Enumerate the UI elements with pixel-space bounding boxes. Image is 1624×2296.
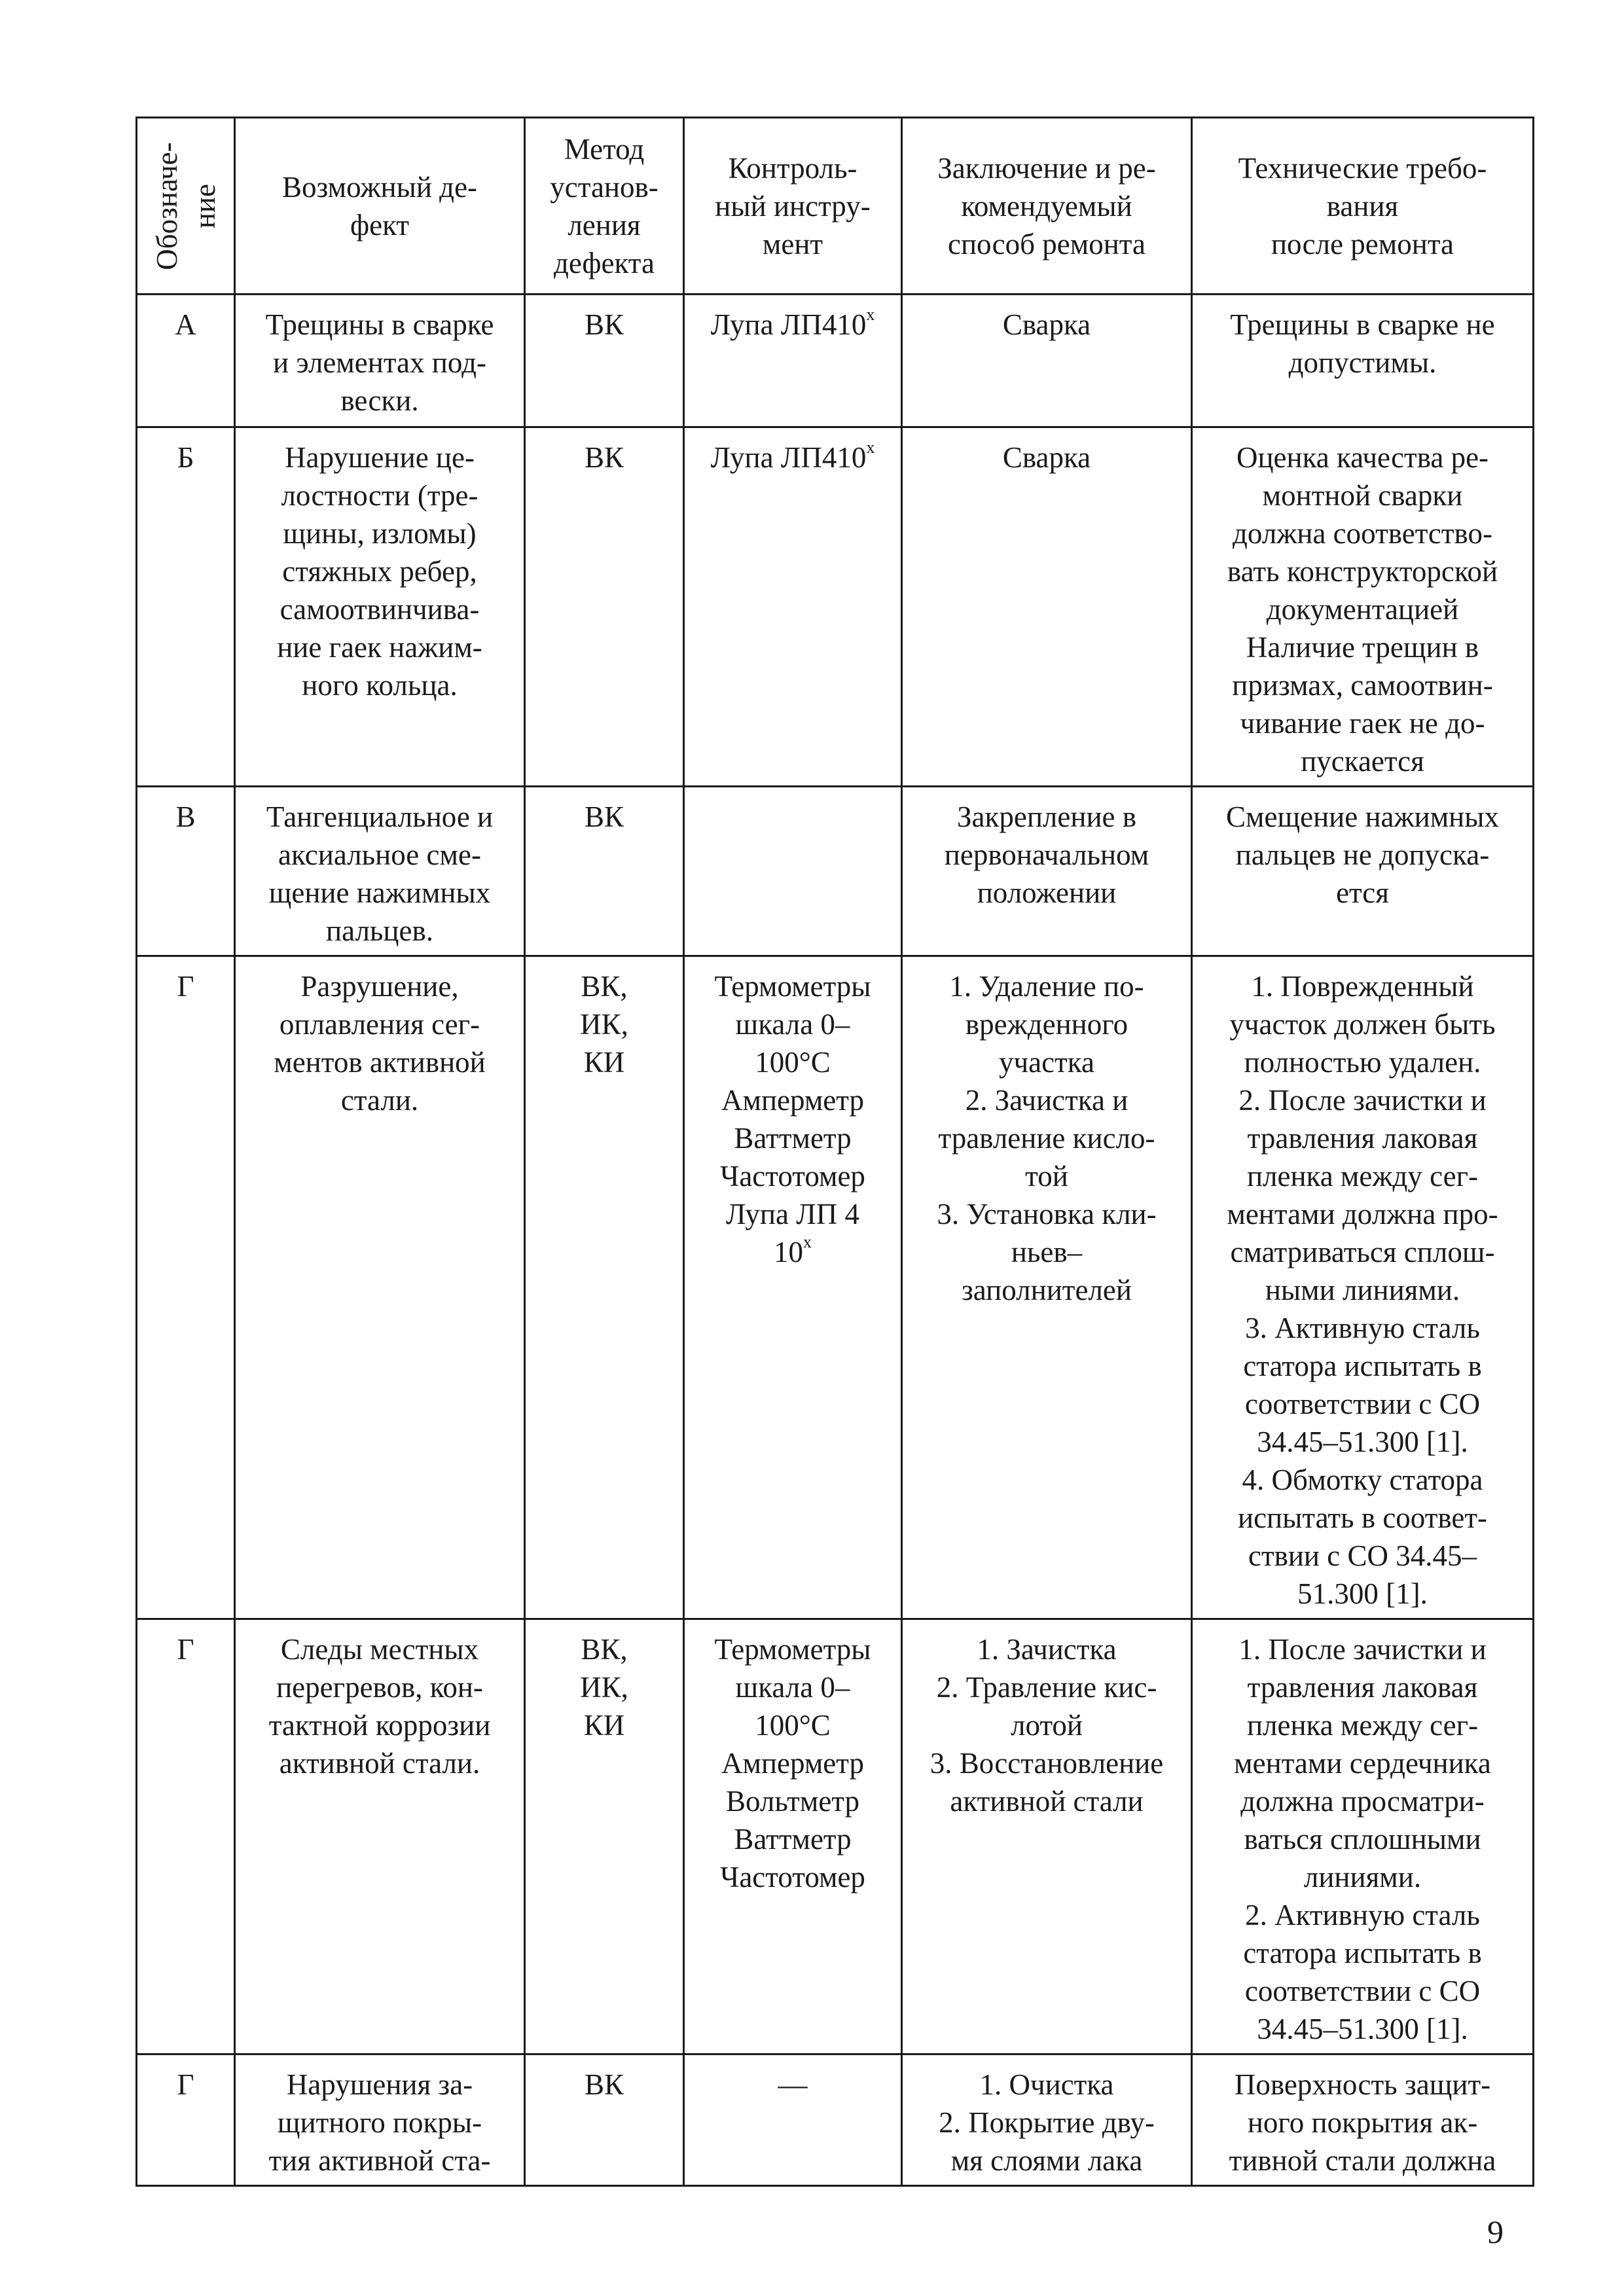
cell-code: Г	[137, 1619, 235, 2054]
cell-tool	[684, 956, 902, 1619]
page-number: 9	[1487, 2214, 1504, 2250]
cell-method: ВК	[525, 2054, 684, 2186]
cell-defect: Трещины в сварке и элементах под- вески.	[235, 295, 525, 427]
cell-defect: Тангенциальное и аксиальное сме- щение нажимных пальцев.	[235, 787, 525, 956]
header-designation: Обозначе- ние	[137, 118, 235, 295]
cell-method: ВК	[525, 295, 684, 427]
header-requirements: Технические требо- вания после ремонта	[1192, 118, 1534, 295]
cell-requirements: Трещины в сварке не допустимы.	[1192, 295, 1534, 427]
cell-defect: Нарушение це- лостности (тре- щины, изломы) стяжных ребер, самоотвинчива- ние гаек нажим- ного кольца.	[235, 427, 525, 787]
table-header-row	[137, 118, 1534, 295]
cell-code: А	[137, 295, 235, 427]
cell-defect: Разрушение, оплавления сег- ментов активной стали.	[235, 956, 525, 1619]
table-row	[137, 787, 1534, 956]
cell-repair: 1. Очистка 2. Покрытие дву- мя слоями лака	[902, 2054, 1192, 2186]
cell-repair: 1. Удаление по- врежденного участка 2. Зачистка и травление кисло- той 3. Установка кли- ньев– заполнителей	[902, 956, 1192, 1619]
cell-repair: 1. Зачистка 2. Травление кис- лотой 3. Восстановление активной стали	[902, 1619, 1192, 2054]
cell-requirements: Оценка качества ре- монтной сварки должна соответство- вать конструкторской документацией Наличие трещин в призмах, самоотвин- чивание гаек не до- пускается	[1192, 427, 1534, 787]
cell-defect: Нарушения за- щитного покры- тия активной ста-	[235, 2054, 525, 2186]
cell-code: Г	[137, 956, 235, 1619]
cell-method: ВК	[525, 427, 684, 787]
cell-code: В	[137, 787, 235, 956]
cell-defect: Следы местных перегревов, кон- тактной коррозии активной стали.	[235, 1619, 525, 2054]
cell-requirements: Смещение нажимных пальцев не допуска- ется	[1192, 787, 1534, 956]
tool-superscript: х	[866, 438, 875, 457]
cell-requirements: Поверхность защит- ного покрытия ак- тивной стали должна	[1192, 2054, 1534, 2186]
tool-text: Термометры шкала 0– 100°С Амперметр Ваттметр Частотомер Лупа ЛП 4 10	[714, 970, 871, 1268]
header-defect: Возможный де- фект	[235, 118, 525, 295]
tool-text: Лупа ЛП410	[710, 441, 867, 474]
tool-superscript: х	[866, 305, 875, 324]
tool-text: Лупа ЛП410	[710, 308, 867, 341]
cell-requirements: 1. После зачистки и травления лаковая пленка между сег- ментами сердечника должна просматри- ваться сплошными линиями. 2. Активную сталь статора испытать в соответствии с СО 34.45–51.300 [1].	[1192, 1619, 1534, 2054]
tool-superscript: х	[803, 1232, 812, 1251]
table-row	[137, 1619, 1534, 2054]
cell-tool	[684, 787, 902, 956]
cell-repair: Сварка	[902, 427, 1192, 787]
cell-method: ВК, ИК, КИ	[525, 956, 684, 1619]
cell-method: ВК	[525, 787, 684, 956]
table-row	[137, 427, 1534, 787]
cell-tool: —	[684, 2054, 902, 2186]
cell-code: Г	[137, 2054, 235, 2186]
cell-code: Б	[137, 427, 235, 787]
header-repair: Заключение и ре- комендуемый способ ремонта	[902, 118, 1192, 295]
header-tool: Контроль- ный инстру- мент	[684, 118, 902, 295]
table-row	[137, 2054, 1534, 2186]
cell-tool	[684, 295, 902, 427]
cell-repair: Закрепление в первоначальном положении	[902, 787, 1192, 956]
defects-table	[135, 117, 1534, 2187]
cell-tool	[684, 427, 902, 787]
header-method: Метод установ- ления дефекта	[525, 118, 684, 295]
cell-method: ВК, ИК, КИ	[525, 1619, 684, 2054]
cell-requirements: 1. Поврежденный участок должен быть полностью удален. 2. После зачистки и травления лаковая пленка между сег- ментами должна про- сматриваться сплош- ными линиями. 3. Активную сталь статора испытать в соответствии с СО 34.45–51.300 [1]. 4. Обмотку статора испытать в соответ- ствии с СО 34.45– 51.300 [1].	[1192, 956, 1534, 1619]
cell-repair: Сварка	[902, 295, 1192, 427]
table-row	[137, 956, 1534, 1619]
cell-tool: Термометры шкала 0– 100°С Амперметр Вольтметр Ваттметр Частотомер	[684, 1619, 902, 2054]
table-row	[137, 295, 1534, 427]
